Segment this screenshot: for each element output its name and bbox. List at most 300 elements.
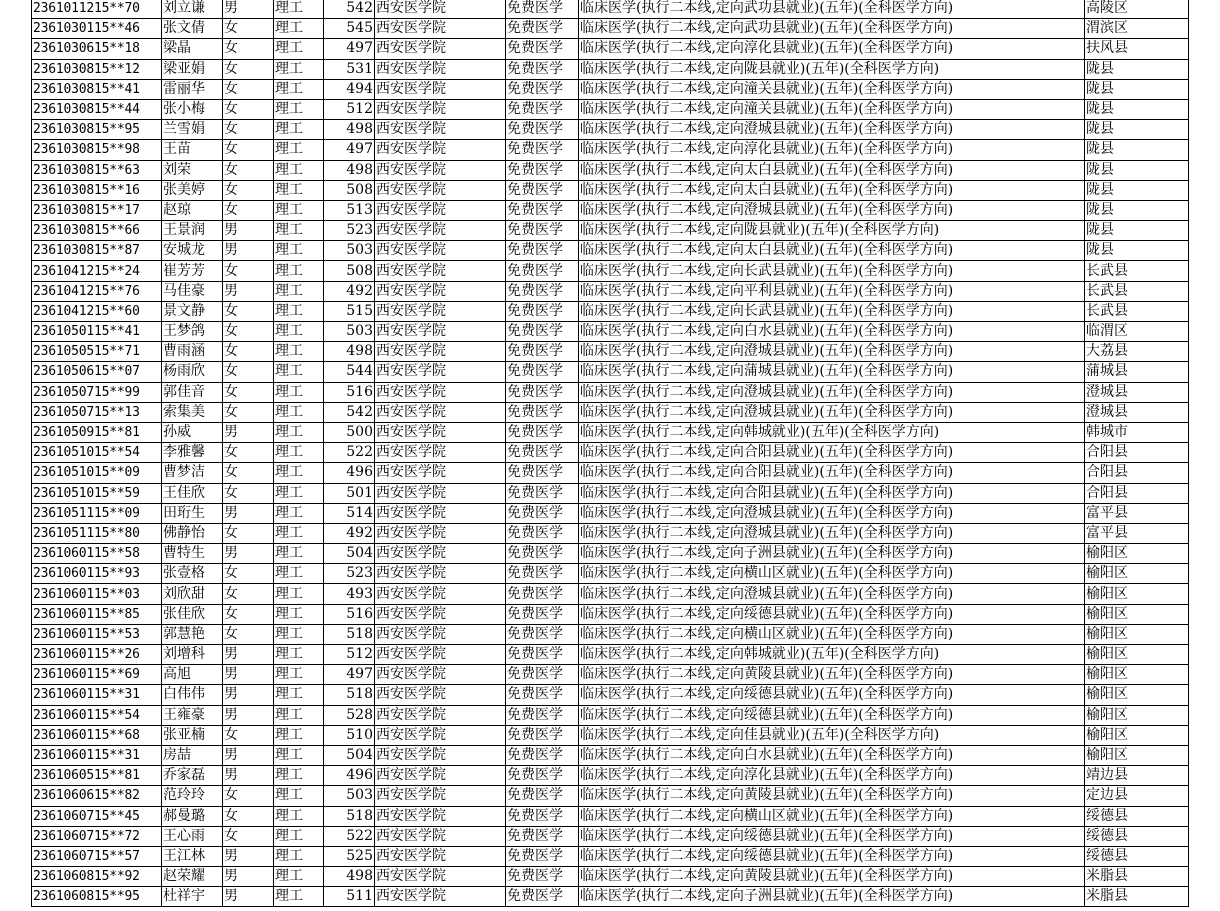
name-cell[interactable]: 张佳欣 <box>162 604 223 624</box>
name-cell[interactable]: 马佳豪 <box>162 281 223 301</box>
name-cell[interactable]: 刘欣甜 <box>162 584 223 604</box>
sex-cell[interactable]: 女 <box>223 382 274 402</box>
sex-cell[interactable]: 女 <box>223 443 274 463</box>
score-cell[interactable]: 497 <box>324 140 375 160</box>
candidate-id-cell[interactable]: 2361030815**87 <box>32 241 162 261</box>
region-cell[interactable]: 米脂县 <box>1085 887 1189 907</box>
subject-cell[interactable]: 理工 <box>274 19 324 39</box>
candidate-id-cell[interactable]: 2361030815**66 <box>32 221 162 241</box>
score-cell[interactable]: 494 <box>324 79 375 99</box>
region-cell[interactable]: 陇县 <box>1085 140 1189 160</box>
batch-cell[interactable]: 免费医学 <box>506 59 579 79</box>
sex-cell[interactable]: 女 <box>223 160 274 180</box>
name-cell[interactable]: 郝曼璐 <box>162 806 223 826</box>
school-cell[interactable]: 西安医学院 <box>375 685 506 705</box>
candidate-id-cell[interactable]: 2361060115**69 <box>32 665 162 685</box>
school-cell[interactable]: 西安医学院 <box>375 39 506 59</box>
region-cell[interactable]: 澄城县 <box>1085 402 1189 422</box>
sex-cell[interactable]: 女 <box>223 120 274 140</box>
school-cell[interactable]: 西安医学院 <box>375 261 506 281</box>
sex-cell[interactable]: 女 <box>223 826 274 846</box>
major-cell[interactable]: 临床医学(执行二本线,定向澄城县就业)(五年)(全科医学方向) <box>579 120 1085 140</box>
name-cell[interactable]: 曹梦洁 <box>162 463 223 483</box>
name-cell[interactable]: 范玲玲 <box>162 786 223 806</box>
score-cell[interactable]: 508 <box>324 180 375 200</box>
candidate-id-cell[interactable]: 2361030815**98 <box>32 140 162 160</box>
name-cell[interactable]: 郭慧艳 <box>162 624 223 644</box>
major-cell[interactable]: 临床医学(执行二本线,定向横山区就业)(五年)(全科医学方向) <box>579 624 1085 644</box>
school-cell[interactable]: 西安医学院 <box>375 846 506 866</box>
candidate-id-cell[interactable]: 2361030815**44 <box>32 99 162 119</box>
subject-cell[interactable]: 理工 <box>274 523 324 543</box>
major-cell[interactable]: 临床医学(执行二本线,定向潼关县就业)(五年)(全科医学方向) <box>579 99 1085 119</box>
subject-cell[interactable]: 理工 <box>274 544 324 564</box>
name-cell[interactable]: 白伟伟 <box>162 685 223 705</box>
sex-cell[interactable]: 男 <box>223 766 274 786</box>
school-cell[interactable]: 西安医学院 <box>375 241 506 261</box>
subject-cell[interactable]: 理工 <box>274 120 324 140</box>
sex-cell[interactable]: 男 <box>223 887 274 907</box>
subject-cell[interactable]: 理工 <box>274 705 324 725</box>
score-cell[interactable]: 518 <box>324 624 375 644</box>
sex-cell[interactable]: 女 <box>223 140 274 160</box>
region-cell[interactable]: 榆阳区 <box>1085 705 1189 725</box>
school-cell[interactable]: 西安医学院 <box>375 422 506 442</box>
batch-cell[interactable]: 免费医学 <box>506 483 579 503</box>
sex-cell[interactable]: 女 <box>223 342 274 362</box>
region-cell[interactable]: 榆阳区 <box>1085 665 1189 685</box>
major-cell[interactable]: 临床医学(执行二本线,定向子洲县就业)(五年)(全科医学方向) <box>579 544 1085 564</box>
name-cell[interactable]: 赵琼 <box>162 200 223 220</box>
region-cell[interactable]: 富平县 <box>1085 523 1189 543</box>
score-cell[interactable]: 504 <box>324 745 375 765</box>
major-cell[interactable]: 临床医学(执行二本线,定向合阳县就业)(五年)(全科医学方向) <box>579 463 1085 483</box>
major-cell[interactable]: 临床医学(执行二本线,定向绥德县就业)(五年)(全科医学方向) <box>579 685 1085 705</box>
region-cell[interactable]: 陇县 <box>1085 221 1189 241</box>
candidate-id-cell[interactable]: 2361030815**16 <box>32 180 162 200</box>
score-cell[interactable]: 511 <box>324 887 375 907</box>
candidate-id-cell[interactable]: 2361050915**81 <box>32 422 162 442</box>
school-cell[interactable]: 西安医学院 <box>375 342 506 362</box>
school-cell[interactable]: 西安医学院 <box>375 826 506 846</box>
region-cell[interactable]: 榆阳区 <box>1085 544 1189 564</box>
region-cell[interactable]: 榆阳区 <box>1085 685 1189 705</box>
batch-cell[interactable]: 免费医学 <box>506 665 579 685</box>
sex-cell[interactable]: 男 <box>223 645 274 665</box>
candidate-id-cell[interactable]: 2361060115**31 <box>32 685 162 705</box>
batch-cell[interactable]: 免费医学 <box>506 604 579 624</box>
sex-cell[interactable]: 女 <box>223 624 274 644</box>
subject-cell[interactable]: 理工 <box>274 867 324 887</box>
region-cell[interactable]: 蒲城县 <box>1085 362 1189 382</box>
candidate-id-cell[interactable]: 2361041215**76 <box>32 281 162 301</box>
major-cell[interactable]: 临床医学(执行二本线,定向黄陵县就业)(五年)(全科医学方向) <box>579 665 1085 685</box>
school-cell[interactable]: 西安医学院 <box>375 160 506 180</box>
subject-cell[interactable]: 理工 <box>274 79 324 99</box>
region-cell[interactable]: 榆阳区 <box>1085 725 1189 745</box>
batch-cell[interactable]: 免费医学 <box>506 624 579 644</box>
name-cell[interactable]: 杨雨欣 <box>162 362 223 382</box>
region-cell[interactable]: 临渭区 <box>1085 322 1189 342</box>
school-cell[interactable]: 西安医学院 <box>375 604 506 624</box>
subject-cell[interactable]: 理工 <box>274 342 324 362</box>
batch-cell[interactable]: 免费医学 <box>506 99 579 119</box>
batch-cell[interactable]: 免费医学 <box>506 362 579 382</box>
region-cell[interactable]: 绥德县 <box>1085 806 1189 826</box>
subject-cell[interactable]: 理工 <box>274 362 324 382</box>
score-cell[interactable]: 518 <box>324 685 375 705</box>
name-cell[interactable]: 房喆 <box>162 745 223 765</box>
candidate-id-cell[interactable]: 2361060115**03 <box>32 584 162 604</box>
score-cell[interactable]: 498 <box>324 867 375 887</box>
region-cell[interactable]: 陇县 <box>1085 200 1189 220</box>
school-cell[interactable]: 西安医学院 <box>375 584 506 604</box>
major-cell[interactable]: 临床医学(执行二本线,定向白水县就业)(五年)(全科医学方向) <box>579 322 1085 342</box>
region-cell[interactable]: 陇县 <box>1085 59 1189 79</box>
candidate-id-cell[interactable]: 2361060615**82 <box>32 786 162 806</box>
region-cell[interactable]: 富平县 <box>1085 503 1189 523</box>
major-cell[interactable]: 临床医学(执行二本线,定向佳县就业)(五年)(全科医学方向) <box>579 725 1085 745</box>
major-cell[interactable]: 临床医学(执行二本线,定向陇县就业)(五年)(全科医学方向) <box>579 59 1085 79</box>
name-cell[interactable]: 高旭 <box>162 665 223 685</box>
major-cell[interactable]: 临床医学(执行二本线,定向太白县就业)(五年)(全科医学方向) <box>579 241 1085 261</box>
name-cell[interactable]: 张壹格 <box>162 564 223 584</box>
batch-cell[interactable]: 免费医学 <box>506 564 579 584</box>
score-cell[interactable]: 515 <box>324 301 375 321</box>
candidate-id-cell[interactable]: 2361060715**57 <box>32 846 162 866</box>
name-cell[interactable]: 杜祥宇 <box>162 887 223 907</box>
subject-cell[interactable]: 理工 <box>274 725 324 745</box>
subject-cell[interactable]: 理工 <box>274 221 324 241</box>
sex-cell[interactable]: 女 <box>223 362 274 382</box>
candidate-id-cell[interactable]: 2361060715**45 <box>32 806 162 826</box>
name-cell[interactable]: 兰雪娟 <box>162 120 223 140</box>
score-cell[interactable]: 525 <box>324 846 375 866</box>
school-cell[interactable]: 西安医学院 <box>375 523 506 543</box>
candidate-id-cell[interactable]: 2361030615**18 <box>32 39 162 59</box>
name-cell[interactable]: 张美婷 <box>162 180 223 200</box>
sex-cell[interactable]: 男 <box>223 241 274 261</box>
major-cell[interactable]: 临床医学(执行二本线,定向潼关县就业)(五年)(全科医学方向) <box>579 79 1085 99</box>
score-cell[interactable]: 545 <box>324 19 375 39</box>
school-cell[interactable]: 西安医学院 <box>375 443 506 463</box>
school-cell[interactable]: 西安医学院 <box>375 19 506 39</box>
name-cell[interactable]: 王景润 <box>162 221 223 241</box>
school-cell[interactable]: 西安医学院 <box>375 59 506 79</box>
major-cell[interactable]: 临床医学(执行二本线,定向陇县就业)(五年)(全科医学方向) <box>579 221 1085 241</box>
batch-cell[interactable]: 免费医学 <box>506 261 579 281</box>
candidate-id-cell[interactable]: 2361030815**95 <box>32 120 162 140</box>
school-cell[interactable]: 西安医学院 <box>375 725 506 745</box>
region-cell[interactable]: 陇县 <box>1085 79 1189 99</box>
school-cell[interactable]: 西安医学院 <box>375 281 506 301</box>
batch-cell[interactable]: 免费医学 <box>506 221 579 241</box>
school-cell[interactable]: 西安医学院 <box>375 665 506 685</box>
name-cell[interactable]: 张小梅 <box>162 99 223 119</box>
subject-cell[interactable]: 理工 <box>274 463 324 483</box>
region-cell[interactable]: 长武县 <box>1085 281 1189 301</box>
subject-cell[interactable]: 理工 <box>274 180 324 200</box>
subject-cell[interactable]: 理工 <box>274 200 324 220</box>
major-cell[interactable]: 临床医学(执行二本线,定向绥德县就业)(五年)(全科医学方向) <box>579 846 1085 866</box>
candidate-id-cell[interactable]: 2361050715**13 <box>32 402 162 422</box>
batch-cell[interactable]: 免费医学 <box>506 786 579 806</box>
name-cell[interactable]: 王雍豪 <box>162 705 223 725</box>
major-cell[interactable]: 临床医学(执行二本线,定向澄城县就业)(五年)(全科医学方向) <box>579 342 1085 362</box>
candidate-id-cell[interactable]: 2361030815**41 <box>32 79 162 99</box>
major-cell[interactable]: 临床医学(执行二本线,定向平利县就业)(五年)(全科医学方向) <box>579 281 1085 301</box>
school-cell[interactable]: 西安医学院 <box>375 79 506 99</box>
subject-cell[interactable]: 理工 <box>274 846 324 866</box>
subject-cell[interactable]: 理工 <box>274 604 324 624</box>
sex-cell[interactable]: 女 <box>223 463 274 483</box>
school-cell[interactable]: 西安医学院 <box>375 483 506 503</box>
region-cell[interactable]: 扶风县 <box>1085 39 1189 59</box>
region-cell[interactable]: 陇县 <box>1085 160 1189 180</box>
batch-cell[interactable]: 免费医学 <box>506 342 579 362</box>
score-cell[interactable]: 492 <box>324 523 375 543</box>
sex-cell[interactable]: 女 <box>223 564 274 584</box>
batch-cell[interactable]: 免费医学 <box>506 0 579 19</box>
sex-cell[interactable]: 男 <box>223 544 274 564</box>
major-cell[interactable]: 临床医学(执行二本线,定向澄城县就业)(五年)(全科医学方向) <box>579 200 1085 220</box>
batch-cell[interactable]: 免费医学 <box>506 281 579 301</box>
batch-cell[interactable]: 免费医学 <box>506 200 579 220</box>
subject-cell[interactable]: 理工 <box>274 443 324 463</box>
sex-cell[interactable]: 男 <box>223 665 274 685</box>
score-cell[interactable]: 531 <box>324 59 375 79</box>
score-cell[interactable]: 544 <box>324 362 375 382</box>
name-cell[interactable]: 郭佳音 <box>162 382 223 402</box>
school-cell[interactable]: 西安医学院 <box>375 120 506 140</box>
subject-cell[interactable]: 理工 <box>274 503 324 523</box>
major-cell[interactable]: 临床医学(执行二本线,定向横山区就业)(五年)(全科医学方向) <box>579 806 1085 826</box>
subject-cell[interactable]: 理工 <box>274 564 324 584</box>
major-cell[interactable]: 临床医学(执行二本线,定向子洲县就业)(五年)(全科医学方向) <box>579 887 1085 907</box>
name-cell[interactable]: 佛静怡 <box>162 523 223 543</box>
subject-cell[interactable]: 理工 <box>274 887 324 907</box>
region-cell[interactable]: 绥德县 <box>1085 826 1189 846</box>
score-cell[interactable]: 513 <box>324 200 375 220</box>
subject-cell[interactable]: 理工 <box>274 382 324 402</box>
candidate-id-cell[interactable]: 2361060815**92 <box>32 867 162 887</box>
school-cell[interactable]: 西安医学院 <box>375 180 506 200</box>
major-cell[interactable]: 临床医学(执行二本线,定向太白县就业)(五年)(全科医学方向) <box>579 160 1085 180</box>
score-cell[interactable]: 523 <box>324 564 375 584</box>
subject-cell[interactable]: 理工 <box>274 624 324 644</box>
name-cell[interactable]: 张文倩 <box>162 19 223 39</box>
name-cell[interactable]: 刘立谦 <box>162 0 223 19</box>
sex-cell[interactable]: 男 <box>223 846 274 866</box>
batch-cell[interactable]: 免费医学 <box>506 645 579 665</box>
candidate-id-cell[interactable]: 2361051115**09 <box>32 503 162 523</box>
name-cell[interactable]: 王梦鸽 <box>162 322 223 342</box>
candidate-id-cell[interactable]: 2361060115**53 <box>32 624 162 644</box>
batch-cell[interactable]: 免费医学 <box>506 887 579 907</box>
school-cell[interactable]: 西安医学院 <box>375 564 506 584</box>
major-cell[interactable]: 临床医学(执行二本线,定向澄城县就业)(五年)(全科医学方向) <box>579 503 1085 523</box>
candidate-id-cell[interactable]: 2361060815**95 <box>32 887 162 907</box>
major-cell[interactable]: 临床医学(执行二本线,定向太白县就业)(五年)(全科医学方向) <box>579 180 1085 200</box>
candidate-id-cell[interactable]: 2361030815**63 <box>32 160 162 180</box>
school-cell[interactable]: 西安医学院 <box>375 806 506 826</box>
school-cell[interactable]: 西安医学院 <box>375 705 506 725</box>
score-cell[interactable]: 528 <box>324 705 375 725</box>
school-cell[interactable]: 西安医学院 <box>375 544 506 564</box>
score-cell[interactable]: 503 <box>324 786 375 806</box>
name-cell[interactable]: 王苗 <box>162 140 223 160</box>
batch-cell[interactable]: 免费医学 <box>506 120 579 140</box>
major-cell[interactable]: 临床医学(执行二本线,定向澄城县就业)(五年)(全科医学方向) <box>579 523 1085 543</box>
region-cell[interactable]: 合阳县 <box>1085 483 1189 503</box>
school-cell[interactable]: 西安医学院 <box>375 786 506 806</box>
batch-cell[interactable]: 免费医学 <box>506 766 579 786</box>
batch-cell[interactable]: 免费医学 <box>506 160 579 180</box>
major-cell[interactable]: 临床医学(执行二本线,定向横山区就业)(五年)(全科医学方向) <box>579 564 1085 584</box>
score-cell[interactable]: 496 <box>324 766 375 786</box>
region-cell[interactable]: 合阳县 <box>1085 443 1189 463</box>
score-cell[interactable]: 516 <box>324 604 375 624</box>
score-cell[interactable]: 512 <box>324 645 375 665</box>
name-cell[interactable]: 刘荣 <box>162 160 223 180</box>
subject-cell[interactable]: 理工 <box>274 281 324 301</box>
major-cell[interactable]: 临床医学(执行二本线,定向淳化县就业)(五年)(全科医学方向) <box>579 766 1085 786</box>
region-cell[interactable]: 绥德县 <box>1085 846 1189 866</box>
batch-cell[interactable]: 免费医学 <box>506 79 579 99</box>
name-cell[interactable]: 曹雨涵 <box>162 342 223 362</box>
score-cell[interactable]: 498 <box>324 120 375 140</box>
sex-cell[interactable]: 女 <box>223 301 274 321</box>
region-cell[interactable]: 长武县 <box>1085 261 1189 281</box>
region-cell[interactable]: 榆阳区 <box>1085 564 1189 584</box>
name-cell[interactable]: 梁晶 <box>162 39 223 59</box>
major-cell[interactable]: 临床医学(执行二本线,定向绥德县就业)(五年)(全科医学方向) <box>579 826 1085 846</box>
candidate-id-cell[interactable]: 2361051115**80 <box>32 523 162 543</box>
subject-cell[interactable]: 理工 <box>274 99 324 119</box>
candidate-id-cell[interactable]: 2361060715**72 <box>32 826 162 846</box>
sex-cell[interactable]: 男 <box>223 0 274 19</box>
subject-cell[interactable]: 理工 <box>274 665 324 685</box>
sex-cell[interactable]: 男 <box>223 221 274 241</box>
sex-cell[interactable]: 女 <box>223 99 274 119</box>
name-cell[interactable]: 张亚楠 <box>162 725 223 745</box>
candidate-id-cell[interactable]: 2361030815**12 <box>32 59 162 79</box>
major-cell[interactable]: 临床医学(执行二本线,定向黄陵县就业)(五年)(全科医学方向) <box>579 786 1085 806</box>
batch-cell[interactable]: 免费医学 <box>506 725 579 745</box>
sex-cell[interactable]: 男 <box>223 503 274 523</box>
name-cell[interactable]: 雷丽华 <box>162 79 223 99</box>
region-cell[interactable]: 榆阳区 <box>1085 645 1189 665</box>
score-cell[interactable]: 501 <box>324 483 375 503</box>
candidate-id-cell[interactable]: 2361051015**59 <box>32 483 162 503</box>
batch-cell[interactable]: 免费医学 <box>506 867 579 887</box>
candidate-id-cell[interactable]: 2361051015**54 <box>32 443 162 463</box>
school-cell[interactable]: 西安医学院 <box>375 0 506 19</box>
score-cell[interactable]: 497 <box>324 39 375 59</box>
score-cell[interactable]: 504 <box>324 544 375 564</box>
batch-cell[interactable]: 免费医学 <box>506 180 579 200</box>
batch-cell[interactable]: 免费医学 <box>506 846 579 866</box>
batch-cell[interactable]: 免费医学 <box>506 463 579 483</box>
school-cell[interactable]: 西安医学院 <box>375 99 506 119</box>
batch-cell[interactable]: 免费医学 <box>506 140 579 160</box>
subject-cell[interactable]: 理工 <box>274 241 324 261</box>
major-cell[interactable]: 临床医学(执行二本线,定向武功县就业)(五年)(全科医学方向) <box>579 19 1085 39</box>
region-cell[interactable]: 合阳县 <box>1085 463 1189 483</box>
sex-cell[interactable]: 女 <box>223 725 274 745</box>
candidate-id-cell[interactable]: 2361030115**46 <box>32 19 162 39</box>
name-cell[interactable]: 曹特生 <box>162 544 223 564</box>
major-cell[interactable]: 临床医学(执行二本线,定向黄陵县就业)(五年)(全科医学方向) <box>579 867 1085 887</box>
batch-cell[interactable]: 免费医学 <box>506 826 579 846</box>
subject-cell[interactable]: 理工 <box>274 261 324 281</box>
score-cell[interactable]: 522 <box>324 443 375 463</box>
name-cell[interactable]: 王江林 <box>162 846 223 866</box>
region-cell[interactable]: 渭滨区 <box>1085 19 1189 39</box>
subject-cell[interactable]: 理工 <box>274 59 324 79</box>
sex-cell[interactable]: 女 <box>223 19 274 39</box>
school-cell[interactable]: 西安医学院 <box>375 301 506 321</box>
sex-cell[interactable]: 男 <box>223 685 274 705</box>
candidate-id-cell[interactable]: 2361060115**85 <box>32 604 162 624</box>
region-cell[interactable]: 靖边县 <box>1085 766 1189 786</box>
sex-cell[interactable]: 男 <box>223 745 274 765</box>
score-cell[interactable]: 498 <box>324 160 375 180</box>
subject-cell[interactable]: 理工 <box>274 301 324 321</box>
candidate-id-cell[interactable]: 2361060515**81 <box>32 766 162 786</box>
subject-cell[interactable]: 理工 <box>274 0 324 19</box>
batch-cell[interactable]: 免费医学 <box>506 584 579 604</box>
sex-cell[interactable]: 女 <box>223 786 274 806</box>
school-cell[interactable]: 西安医学院 <box>375 867 506 887</box>
candidate-id-cell[interactable]: 2361060115**26 <box>32 645 162 665</box>
batch-cell[interactable]: 免费医学 <box>506 39 579 59</box>
subject-cell[interactable]: 理工 <box>274 39 324 59</box>
region-cell[interactable]: 榆阳区 <box>1085 604 1189 624</box>
candidate-id-cell[interactable]: 2361050615**07 <box>32 362 162 382</box>
score-cell[interactable]: 510 <box>324 725 375 745</box>
subject-cell[interactable]: 理工 <box>274 160 324 180</box>
batch-cell[interactable]: 免费医学 <box>506 241 579 261</box>
region-cell[interactable]: 榆阳区 <box>1085 624 1189 644</box>
sex-cell[interactable]: 女 <box>223 180 274 200</box>
region-cell[interactable]: 陇县 <box>1085 99 1189 119</box>
sex-cell[interactable]: 女 <box>223 261 274 281</box>
name-cell[interactable]: 孙威 <box>162 422 223 442</box>
region-cell[interactable]: 陇县 <box>1085 180 1189 200</box>
score-cell[interactable]: 514 <box>324 503 375 523</box>
subject-cell[interactable]: 理工 <box>274 402 324 422</box>
name-cell[interactable]: 梁亚娟 <box>162 59 223 79</box>
name-cell[interactable]: 李雅馨 <box>162 443 223 463</box>
region-cell[interactable]: 长武县 <box>1085 301 1189 321</box>
sex-cell[interactable]: 男 <box>223 281 274 301</box>
subject-cell[interactable]: 理工 <box>274 745 324 765</box>
major-cell[interactable]: 临床医学(执行二本线,定向韩城就业)(五年)(全科医学方向) <box>579 645 1085 665</box>
sex-cell[interactable]: 女 <box>223 402 274 422</box>
candidate-id-cell[interactable]: 2361060115**31 <box>32 745 162 765</box>
name-cell[interactable]: 乔家磊 <box>162 766 223 786</box>
batch-cell[interactable]: 免费医学 <box>506 322 579 342</box>
candidate-id-cell[interactable]: 2361041215**24 <box>32 261 162 281</box>
school-cell[interactable]: 西安医学院 <box>375 382 506 402</box>
score-cell[interactable]: 542 <box>324 0 375 19</box>
major-cell[interactable]: 临床医学(执行二本线,定向长武县就业)(五年)(全科医学方向) <box>579 301 1085 321</box>
major-cell[interactable]: 临床医学(执行二本线,定向武功县就业)(五年)(全科医学方向) <box>579 0 1085 19</box>
major-cell[interactable]: 临床医学(执行二本线,定向澄城县就业)(五年)(全科医学方向) <box>579 402 1085 422</box>
school-cell[interactable]: 西安医学院 <box>375 766 506 786</box>
candidate-id-cell[interactable]: 2361060115**68 <box>32 725 162 745</box>
